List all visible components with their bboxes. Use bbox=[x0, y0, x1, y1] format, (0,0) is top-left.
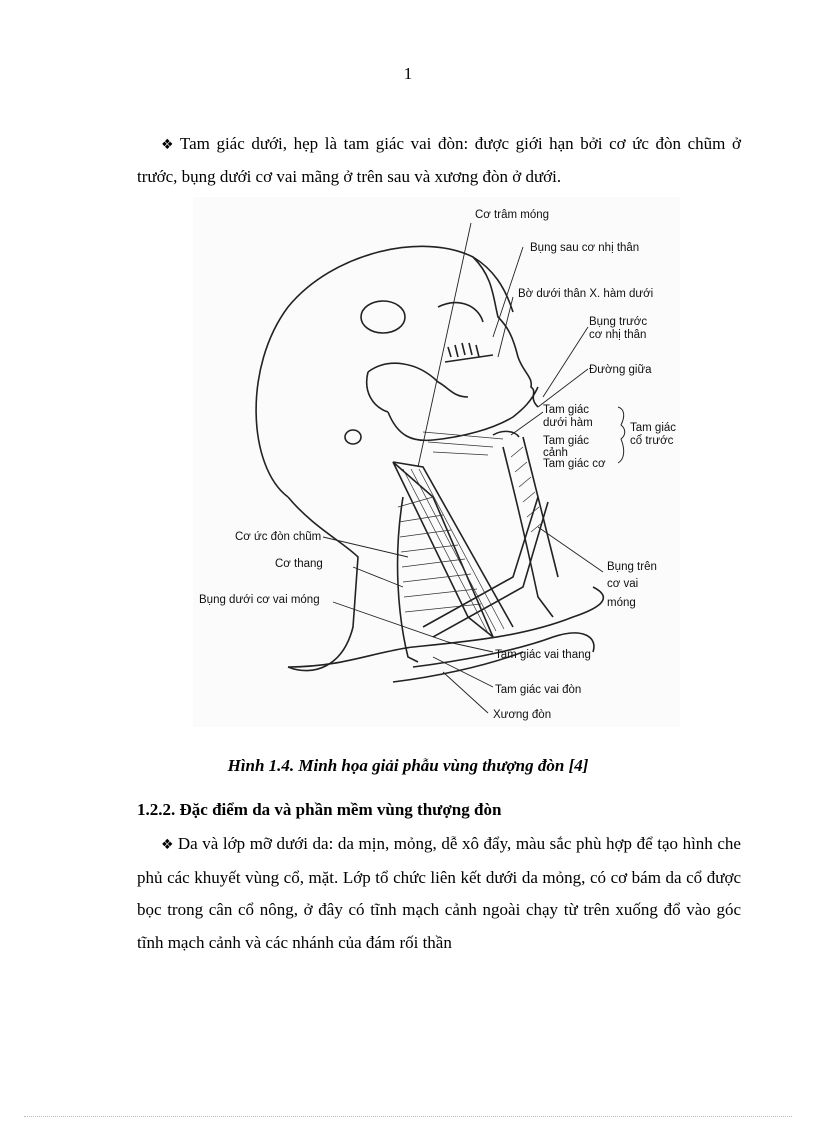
label-bung-duoi: Bụng dưới cơ vai móng bbox=[199, 594, 320, 606]
label-bung-sau: Bụng sau cơ nhị thân bbox=[530, 242, 640, 254]
label-bung-tren-3: móng bbox=[607, 597, 636, 609]
label-tg-vai-thang: Tam giác vai thang bbox=[495, 649, 591, 661]
label-bung-truoc-1: Bụng trước bbox=[589, 316, 648, 328]
label-tg-duoi-ham-2: dưới hàm bbox=[543, 417, 593, 429]
paragraph-text: Da và lớp mỡ dưới da: da mịn, mỏng, dễ xô đẩy, màu sắc phù hợp để tạo hình che phủ các khuyết vùng cổ, mặt. Lớp tổ chức liên kết dưới da mỏng, có cơ bám da cổ được bọc trong cân cổ nông, ở đây có tĩnh mạch cảnh ngoài chạy từ trên xuống đổ vào góc tĩnh mạch cảnh và các nhánh của đám rối thần bbox=[137, 834, 741, 952]
page-bottom-rule bbox=[24, 1116, 792, 1117]
label-co-tram-mong: Cơ trâm móng bbox=[475, 209, 550, 221]
label-tg-canh-1: Tam giác bbox=[543, 435, 590, 447]
label-tg-co-truoc-1: Tam giác bbox=[630, 422, 677, 434]
section-heading: 1.2.2. Đặc điểm da và phần mềm vùng thượng đòn bbox=[137, 800, 502, 819]
bullet-icon: ❖ bbox=[161, 837, 174, 853]
label-tg-co-truoc-2: cổ trước bbox=[630, 435, 674, 447]
bullet-icon: ❖ bbox=[161, 137, 176, 153]
label-tg-canh-2: cảnh bbox=[543, 447, 568, 459]
paragraph-da-mo bbox=[137, 828, 741, 959]
label-tg-vai-don: Tam giác vai đòn bbox=[495, 684, 582, 696]
figure-caption: Hình 1.4. Minh họa giải phẫu vùng thượng đòn [4] bbox=[227, 756, 589, 775]
label-co-uc-don-chum: Cơ ức đòn chũm bbox=[235, 531, 322, 543]
paragraph-text: Tam giác dưới, hẹp là tam giác vai đòn: được giới hạn bởi cơ ức đòn chũm ở trước, bụng dưới cơ vai mãng ở trên sau và xương đòn ở dưới. bbox=[137, 134, 741, 186]
anatomy-figure bbox=[193, 197, 680, 727]
label-co-thang: Cơ thang bbox=[275, 558, 323, 570]
label-tg-co: Tam giác cơ bbox=[543, 458, 606, 470]
label-tg-duoi-ham-1: Tam giác bbox=[543, 404, 590, 416]
label-xuong-don: Xương đòn bbox=[493, 709, 552, 721]
label-bung-tren-1: Bụng trên bbox=[607, 561, 657, 573]
label-bo-duoi: Bờ dưới thân X. hàm dưới bbox=[518, 288, 654, 300]
label-duong-giua: Đường giữa bbox=[589, 364, 652, 376]
paragraph-tam-giac bbox=[137, 128, 741, 193]
page-number: 1 bbox=[403, 64, 413, 83]
label-bung-tren-2: cơ vai bbox=[607, 578, 639, 590]
label-bung-truoc-2: cơ nhị thân bbox=[589, 329, 647, 341]
